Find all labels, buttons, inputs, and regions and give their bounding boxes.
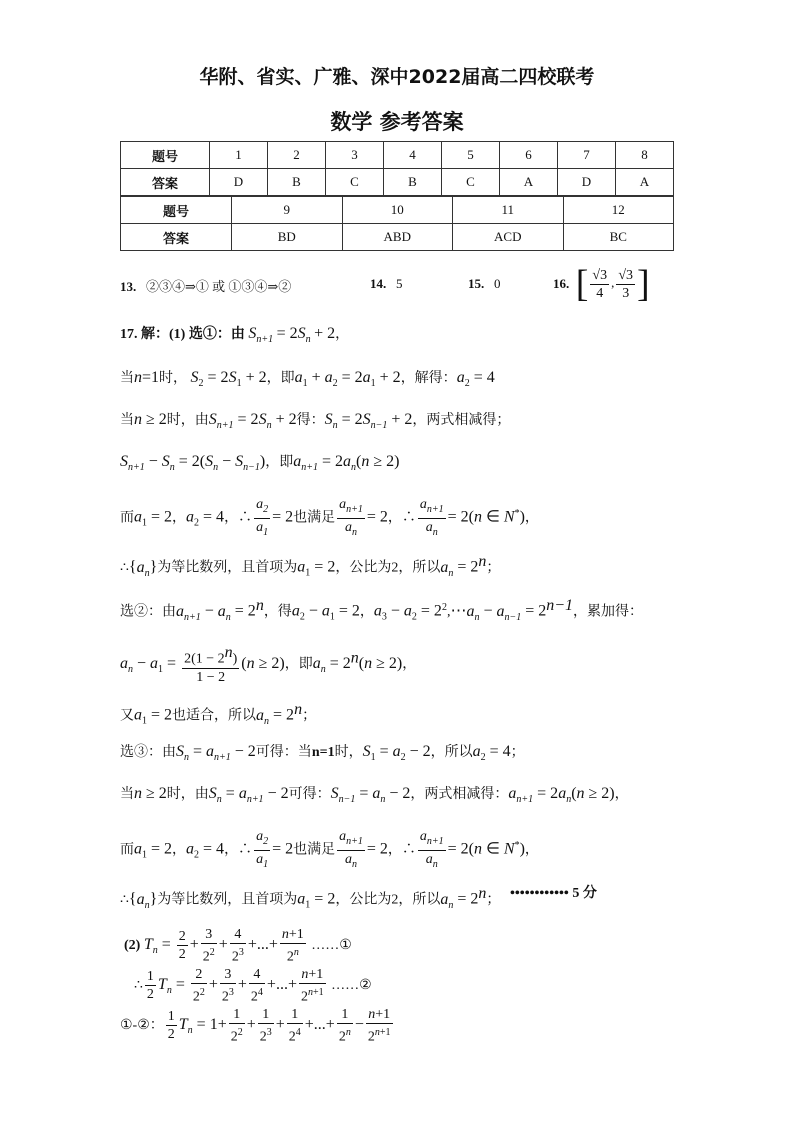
table-row xyxy=(121,224,674,251)
table-cell: 5 xyxy=(442,142,500,169)
solution-line-9: 又$a_1 = 2$也适合，所以$a_n = 2^n$； xyxy=(120,701,317,727)
table-cell: A xyxy=(500,169,558,196)
q15 xyxy=(468,276,501,292)
solution-line-16: ①-②： $\frac{1}{2}$ $T_n = 1+$ $\frac{1}{2^2}$ + $\frac{1}{2^3}$ + $\frac{1}{2^4}$ +...+ $\frac{1}{2^n}$ − $\frac{n+1}{2^{n+1}}$ xyxy=(120,1007,391,1045)
q14-number: 14. xyxy=(370,276,387,291)
table-cell: 12 xyxy=(563,197,674,224)
table-cell: BD xyxy=(232,224,343,251)
q15-answer: 0 xyxy=(494,276,501,291)
table-cell: 6 xyxy=(500,142,558,169)
q16-number: 16. xyxy=(553,276,570,291)
answer-table-2 xyxy=(120,196,674,251)
row-label: 题号 xyxy=(121,142,210,169)
table-row xyxy=(121,169,674,196)
solution-line-10: 选③：由$S_n = a_{n+1} - 2$可得：当n=1时，$S_1 = a_2 - 2$，所以$a_2 = 4$； xyxy=(120,743,525,764)
table-cell: 8 xyxy=(616,142,674,169)
q13-answer: ②③④⇒① 或 ①③④⇒② xyxy=(146,279,292,294)
q13 xyxy=(120,276,291,295)
score-marker: •••••••••••• 5 分 xyxy=(510,886,597,901)
row-label: 答案 xyxy=(121,224,232,251)
table-row xyxy=(121,142,674,169)
table-cell: 1 xyxy=(210,142,268,169)
q14 xyxy=(370,276,403,292)
table-cell: D xyxy=(210,169,268,196)
solution-line-8: $a_n - a_1$ = $\frac{2(1 - 2^n)}{1 - 2}$ (n ≥ 2)，即$a_n = 2^n(n \ge 2)$， xyxy=(120,644,417,685)
table-cell: BC xyxy=(563,224,674,251)
solution-line-11: 当n ≥ 2时，由$S_n = a_{n+1} - 2$可得：$S_{n-1} = a_n - 2$，两式相减得：$a_{n+1} = 2a_n(n \ge 2)$， xyxy=(120,785,629,806)
answer-table-1 xyxy=(120,141,674,196)
table-cell: D xyxy=(558,169,616,196)
solution-line-3: 当n ≥ 2时，由$S_{n+1} = 2S_n + 2$得：$S_n = 2S_{n-1} + 2$，两式相减得； xyxy=(120,411,511,432)
solution-line-1: 17. 解：(1) 选①：由 $S_{n+1} = 2S_n + 2$， xyxy=(120,325,350,346)
q15-number: 15. xyxy=(468,276,485,291)
solution-line-12: 而$a_1 = 2$，$a_2 = 4$，∴ $\frac{a_2}{a_1}$ = 2也满足 $\frac{a_{n+1}}{a_n}$ = 2，∴ $\frac{a_{n+1}}{a_n}$ = 2(n ∈ N*)， xyxy=(120,829,539,870)
table-cell: C xyxy=(442,169,500,196)
solution-line-4: $S_{n+1} - S_n = 2(S_n - S_{n-1})$，即$a_{n+1} = 2a_n(n \ge 2)$ xyxy=(120,453,400,474)
table-cell: 4 xyxy=(384,142,442,169)
document-subtitle: 数学 参考答案 xyxy=(330,110,464,134)
solution-line-14: (2) $T_n$ = $\frac{2}{2}$ + $\frac{3}{2^2}$ + $\frac{4}{2^3}$ +...+ $\frac{n+1}{2^n}$ ……① xyxy=(124,927,352,965)
table-cell: B xyxy=(384,169,442,196)
q13-number: 13. xyxy=(120,279,137,294)
table-cell: C xyxy=(326,169,384,196)
solution-line-15: ∴ $\frac{1}{2}$ $T_n$ = $\frac{2}{2^2}$ + $\frac{3}{2^3}$ + $\frac{4}{2^4}$ +...+ $\frac{n+1}{2^{n+1}}$ ……② xyxy=(134,967,372,1005)
table-cell: 11 xyxy=(453,197,564,224)
table-cell: B xyxy=(268,169,326,196)
solution-line-7: 选②：由$a_{n+1} - a_n = 2^n$，得$a_2 - a_1 = 2$，$a_3 - a_2$ = $2^2,\cdots a_n - a_{n-1} = 2^{n-1}$，累加得： xyxy=(120,597,644,623)
table-cell: A xyxy=(616,169,674,196)
solution-line-2: 当n=1时， $S_2 = 2S_1 + 2$，即$a_1 + a_2 = 2a_1 + 2$，解得：$a_2 = 4$ xyxy=(120,369,495,389)
table-cell: 7 xyxy=(558,142,616,169)
table-cell: 9 xyxy=(232,197,343,224)
row-label: 题号 xyxy=(121,197,232,224)
q14-answer: 5 xyxy=(396,276,403,291)
document-title: 华附、省实、广雅、深中2022届高二四校联考 xyxy=(199,66,595,88)
table-cell: ACD xyxy=(453,224,564,251)
table-cell: ABD xyxy=(342,224,453,251)
solution-line-13: $\therefore\{a_n\}$为等比数列，且首项为$a_1 = 2$，公比为2，所以$a_n = 2^n$； •••••••••••• 5 分 xyxy=(120,885,597,911)
q16: 16. [ $\frac{√3}{4}$ , $\frac{√3}{3}$ ] xyxy=(553,263,650,305)
table-cell: 2 xyxy=(268,142,326,169)
solution-line-5: 而$a_1 = 2$，$a_2 = 4$，∴ $\frac{a_2}{a_1}$ = 2也满足 $\frac{a_{n+1}}{a_n}$ = 2，∴ $\frac{a_{n+1}}{a_n}$ = 2(n ∈ N*)， xyxy=(120,497,539,538)
solution-line-6: $\therefore\{a_n\}$为等比数列，且首项为$a_1 = 2$，公比为2，所以$a_n = 2^n$； xyxy=(120,553,501,579)
row-label: 答案 xyxy=(121,169,210,196)
table-cell: 10 xyxy=(342,197,453,224)
table-cell: 3 xyxy=(326,142,384,169)
table-row xyxy=(121,197,674,224)
